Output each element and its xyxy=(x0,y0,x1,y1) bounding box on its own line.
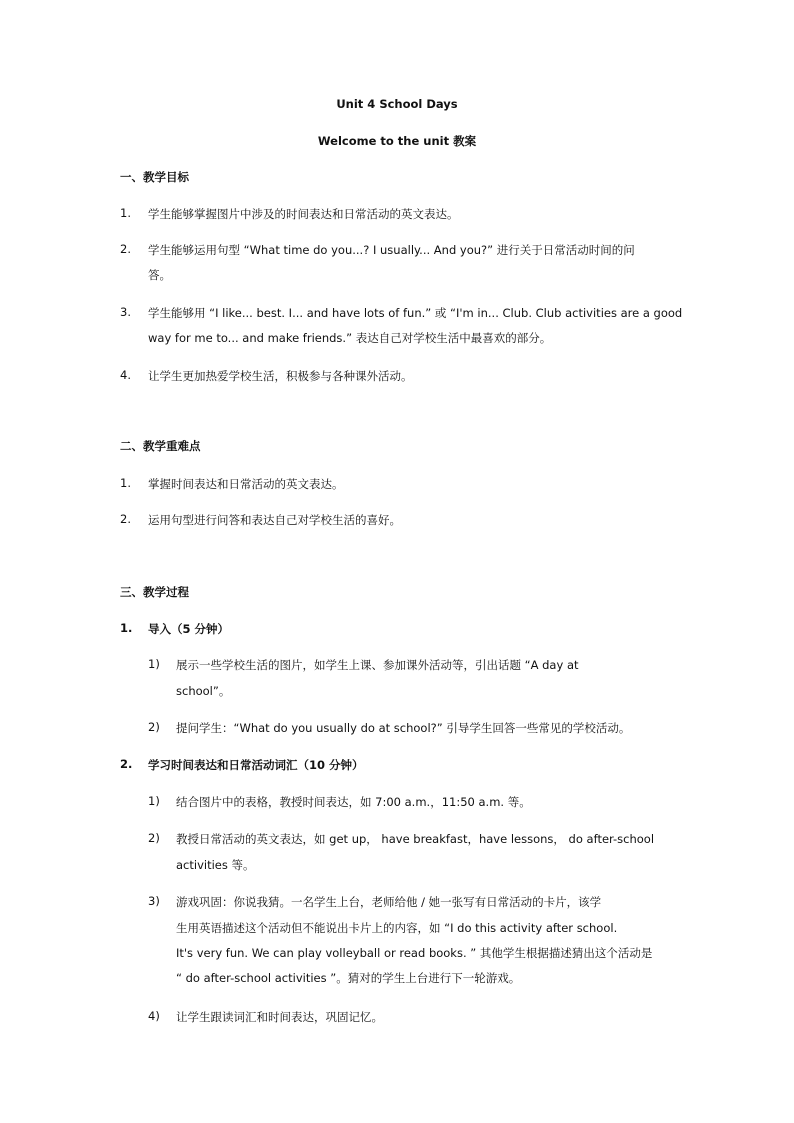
sub-item-text: 提问学生：“What do you usually do at school?” 引导学生回答一些常见的学校活动。 xyxy=(176,721,631,735)
list-item-text: 学生能够用 “I like... best. I... and have lots of fun.” 或 “I'm in... Club. Club activities are a good xyxy=(148,306,683,320)
list-item-text: 让学生更加热爱学校生活，积极参与各种课外活动。 xyxy=(148,369,413,383)
sub-number: 3) xyxy=(148,894,160,908)
sub-number: 4) xyxy=(148,1009,160,1023)
sub-item-text: activities 等。 xyxy=(176,858,255,872)
sub-item-text: 游戏巩固：你说我猜。一名学生上台，老师给他 / 她一张写有日常活动的卡片，该学 xyxy=(176,895,602,909)
list-item-text: 学生能够运用句型 “What time do you...? I usually... And you?” 进行关于日常活动时间的问 xyxy=(148,243,635,257)
list-number: 2. xyxy=(120,242,131,256)
step-number: 2. xyxy=(120,757,133,771)
sub-item-text: 展示一些学校生活的图片，如学生上课、参加课外活动等，引出话题 “A day at xyxy=(176,658,579,672)
step-title: 学习时间表达和日常活动词汇（10 分钟） xyxy=(148,758,364,772)
sub-item-text: 生用英语描述这个活动但不能说出卡片上的内容，如 “I do this activity after school. xyxy=(176,921,618,935)
sub-item-text: 结合图片中的表格，教授时间表达，如 7:00 a.m.，11:50 a.m. 等。 xyxy=(176,795,531,809)
sub-number: 2) xyxy=(148,720,160,734)
list-number: 2. xyxy=(120,512,131,526)
step-title: 导入（5 分钟） xyxy=(148,622,230,636)
list-number: 3. xyxy=(120,305,131,319)
list-number: 1. xyxy=(120,206,131,220)
list-item-text: way for me to... and make friends.” 表达自己对学校生活中最喜欢的部分。 xyxy=(148,331,552,345)
sub-item-text: school”。 xyxy=(176,684,231,698)
sub-item-text: “ do after-school activities ”。猜对的学生上台进行下一轮游戏。 xyxy=(176,971,521,985)
section-heading-process: 三、教学过程 xyxy=(120,585,189,599)
sub-number: 1) xyxy=(148,794,160,808)
list-number: 4. xyxy=(120,368,131,382)
section-heading-key-points: 二、教学重难点 xyxy=(120,439,201,453)
sub-number: 1) xyxy=(148,657,160,671)
list-number: 1. xyxy=(120,476,131,490)
sub-item-text: 教授日常活动的英文表达，如 get up， have breakfast，have lessons， do after-school xyxy=(176,832,655,846)
sub-item-text: 让学生跟读词汇和时间表达，巩固记忆。 xyxy=(176,1010,383,1024)
step-number: 1. xyxy=(120,621,133,635)
sub-number: 2) xyxy=(148,831,160,845)
document-subtitle: Welcome to the unit 教案 xyxy=(317,134,477,148)
list-item-text: 学生能够掌握图片中涉及的时间表达和日常活动的英文表达。 xyxy=(148,207,459,221)
sub-item-text: It's very fun. We can play volleyball or read books. ” 其他学生根据描述猜出这个活动是 xyxy=(176,946,653,960)
section-heading-objectives: 一、教学目标 xyxy=(120,170,189,184)
list-item-text: 掌握时间表达和日常活动的英文表达。 xyxy=(148,477,344,491)
list-item-text: 运用句型进行问答和表达自己对学校生活的喜好。 xyxy=(148,513,401,527)
document-title: Unit 4 School Days xyxy=(336,97,458,111)
list-item-text: 答。 xyxy=(148,268,171,282)
